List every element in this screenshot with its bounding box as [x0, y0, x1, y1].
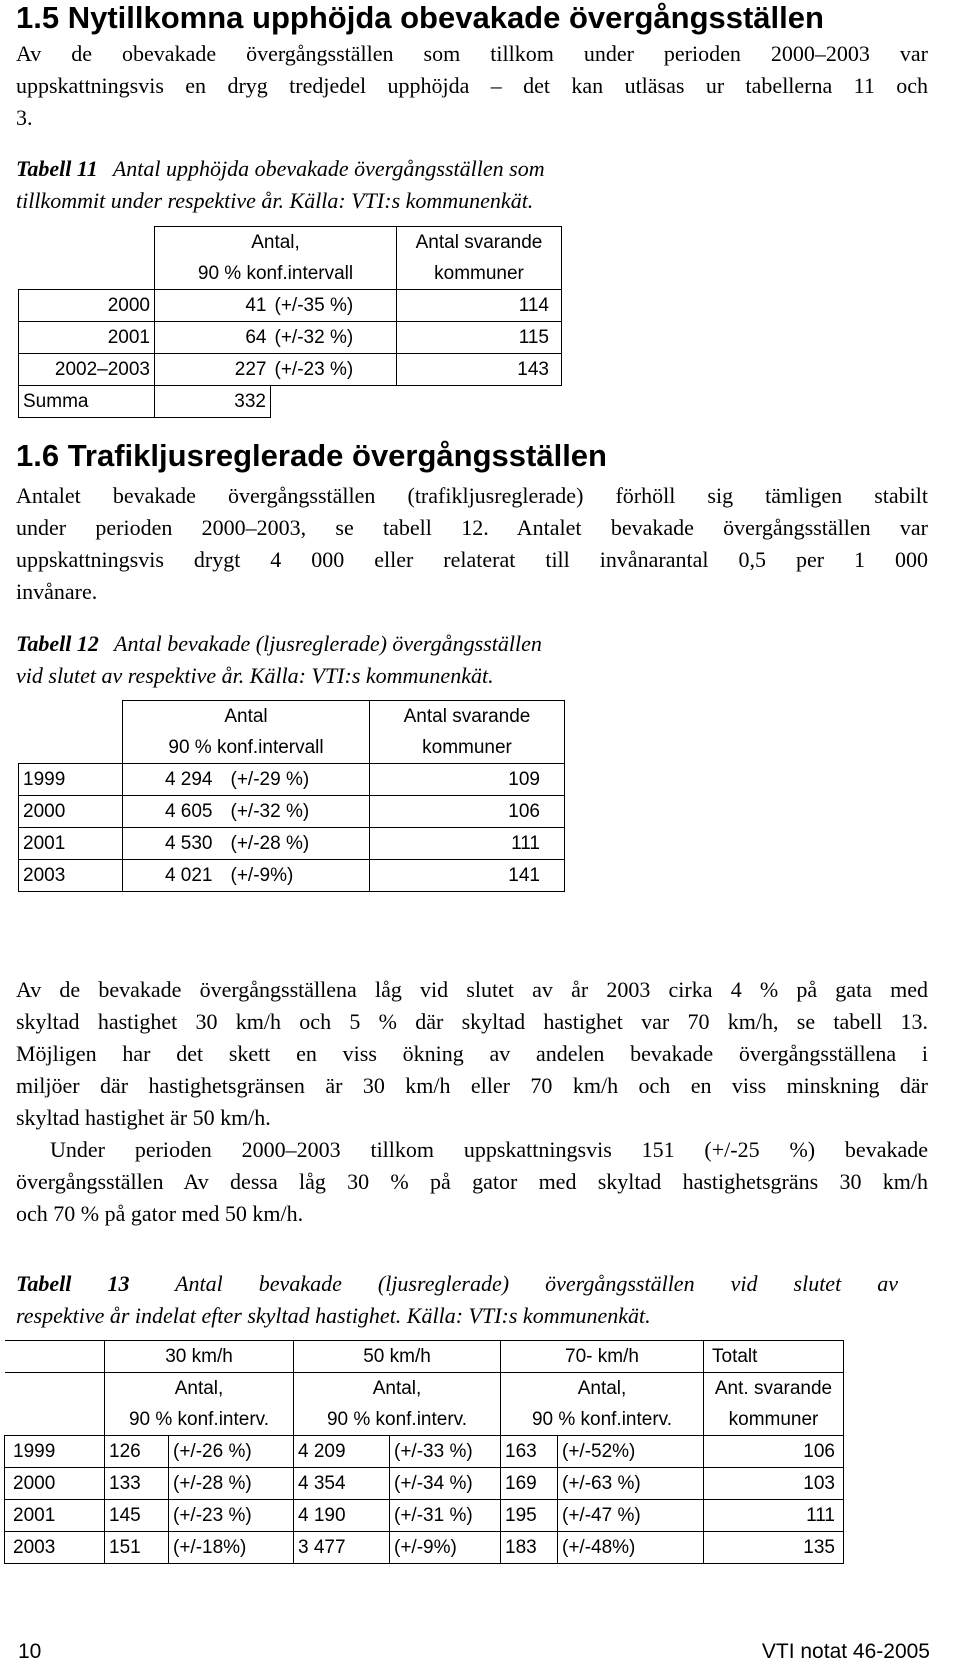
total-cell: 103 — [704, 1468, 844, 1500]
respondents-cell: 106 — [370, 796, 565, 828]
caption-label: Tabell 13 — [16, 1271, 130, 1296]
table-13 — [4, 1340, 844, 1564]
table-header-respondents: kommuner — [370, 732, 565, 764]
table-11 — [18, 226, 562, 418]
ci-70-cell: (+/-52%) — [558, 1436, 704, 1468]
caption-text: Antal bevakade (ljusreglerade) övergångsställen — [114, 631, 542, 656]
confidence-cell: (+/-28 %) — [217, 828, 370, 860]
speed-group-30: 30 km/h — [105, 1341, 294, 1373]
table-header-row — [19, 258, 562, 290]
table-header-count: 90 % konf.intervall — [155, 258, 397, 290]
table-row — [19, 860, 565, 892]
table-group-header-row — [5, 1341, 844, 1373]
count-30-cell: 126 — [105, 1436, 169, 1468]
page-number: 10 — [18, 1640, 42, 1663]
table-13-caption — [16, 1268, 898, 1332]
table-header-row — [19, 732, 565, 764]
speed-group-70: 70- km/h — [501, 1341, 704, 1373]
paragraph-line: övergångsställen Av dessa låg 30 % på gator med skyltad hastighetsgräns 30 km/h — [16, 1169, 928, 1194]
table-12-caption — [16, 628, 542, 692]
ci-30-cell: (+/-23 %) — [169, 1500, 294, 1532]
confidence-cell: (+/-35 %) — [271, 290, 397, 322]
ci-50-cell: (+/-31 %) — [390, 1500, 501, 1532]
table-header-respondents: kommuner — [397, 258, 562, 290]
count-cell: 4 605 — [164, 800, 213, 822]
paragraph-line: Möjligen har det skett en viss ökning av andelen bevakade övergångsställena i — [16, 1041, 928, 1066]
table-header-row — [5, 1373, 844, 1405]
ci-70-cell: (+/-47 %) — [558, 1500, 704, 1532]
year-cell: 2000 — [19, 796, 123, 828]
count-30-cell: 151 — [105, 1532, 169, 1564]
paragraph-line: uppskattningsvis drygt 4 000 eller relaterat till invånarantal 0,5 per 1 000 — [16, 547, 928, 572]
respondents-cell: 143 — [397, 354, 562, 386]
paragraph-line: skyltad hastighet 30 km/h och 5 % där skyltad hastighet var 70 km/h, se tabell 13. — [16, 1009, 928, 1034]
year-cell: 1999 — [19, 764, 123, 796]
count-70-cell: 169 — [501, 1468, 558, 1500]
confidence-cell: (+/-23 %) — [271, 354, 397, 386]
table-header-row — [5, 1404, 844, 1436]
caption-text: Antal bevakade (ljusreglerade) övergångsställen vid slutet av — [175, 1271, 898, 1296]
paragraph-line: Antalet bevakade övergångsställen (trafikljusreglerade) förhöll sig tämligen stabilt — [16, 483, 928, 508]
ci-70-cell: (+/-63 %) — [558, 1468, 704, 1500]
confidence-cell: (+/-29 %) — [217, 764, 370, 796]
table-row — [19, 322, 562, 354]
section-1-5-paragraph — [16, 38, 928, 134]
count-50-cell: 4 209 — [294, 1436, 390, 1468]
total-cell: 135 — [704, 1532, 844, 1564]
confidence-cell: (+/-32 %) — [217, 796, 370, 828]
paragraph-line: Av de bevakade övergångsställena låg vid slutet av år 2003 cirka 4 % på gata med — [16, 977, 928, 1002]
table-row — [19, 354, 562, 386]
year-cell: 1999 — [5, 1436, 105, 1468]
count-70-cell: 183 — [501, 1532, 558, 1564]
count-cell: 64 — [245, 326, 267, 348]
table-header-respondents: Antal svarande — [397, 227, 562, 259]
count-50-cell: 4 354 — [294, 1468, 390, 1500]
respondents-cell: 141 — [370, 860, 565, 892]
paragraph-line: miljöer där hastighetsgränsen är 30 km/h eller 70 km/h och en viss minskning där — [16, 1073, 928, 1098]
year-cell: 2000 — [5, 1468, 105, 1500]
year-cell: 2003 — [19, 860, 123, 892]
count-cell: 4 530 — [164, 832, 213, 854]
table-row — [19, 764, 565, 796]
respondents-cell: 115 — [397, 322, 562, 354]
ci-30-cell: (+/-18%) — [169, 1532, 294, 1564]
caption-text: Antal upphöjda obevakade övergångsställen som — [112, 156, 545, 181]
sub-header-interval: 90 % konf.interv. — [105, 1404, 294, 1436]
table-header-row — [19, 227, 562, 259]
year-cell: 2002–2003 — [19, 354, 155, 386]
count-cell: 4 021 — [164, 864, 213, 886]
table-row — [5, 1500, 844, 1532]
count-50-cell: 4 190 — [294, 1500, 390, 1532]
count-cell: 227 — [234, 358, 267, 380]
table-sum-row — [19, 386, 562, 418]
caption-label: Tabell 12 — [16, 631, 99, 656]
year-cell: 2000 — [19, 290, 155, 322]
table-row — [19, 796, 565, 828]
count-50-cell: 3 477 — [294, 1532, 390, 1564]
year-cell: 2003 — [5, 1532, 105, 1564]
section-1-6-paragraph — [16, 480, 928, 608]
ci-50-cell: (+/-34 %) — [390, 1468, 501, 1500]
table-header-respondents: Antal svarande — [370, 701, 565, 733]
year-cell: 2001 — [5, 1500, 105, 1532]
caption-text: tillkommit under respektive år. Källa: VTI:s kommunenkät. — [16, 188, 534, 213]
paragraph-line: Av de obevakade övergångsställen som tillkom under perioden 2000–2003 var — [16, 41, 928, 66]
body-paragraph-2 — [16, 1134, 928, 1230]
sub-header-count: Antal, — [105, 1373, 294, 1405]
year-cell: 2001 — [19, 828, 123, 860]
confidence-cell: (+/-9%) — [217, 860, 370, 892]
respondents-cell: 114 — [397, 290, 562, 322]
count-30-cell: 133 — [105, 1468, 169, 1500]
paragraph-line: uppskattningsvis en dryg tredjedel upphöjda – det kan utläsas ur tabellerna 11 och — [16, 73, 928, 98]
count-cell: 4 294 — [164, 768, 213, 790]
caption-label: Tabell 11 — [16, 156, 98, 181]
paragraph-line: skyltad hastighet är 50 km/h. — [16, 1105, 271, 1130]
sub-header-respondents: kommuner — [704, 1404, 844, 1436]
report-reference: VTI notat 46-2005 — [761, 1640, 930, 1663]
table-header-count: Antal — [123, 701, 370, 733]
sub-header-respondents: Ant. svarande — [704, 1373, 844, 1405]
table-header-row — [19, 701, 565, 733]
respondents-cell: 111 — [370, 828, 565, 860]
year-cell: 2001 — [19, 322, 155, 354]
table-11-caption — [16, 153, 545, 217]
ci-50-cell: (+/-33 %) — [390, 1436, 501, 1468]
ci-30-cell: (+/-28 %) — [169, 1468, 294, 1500]
table-row — [19, 828, 565, 860]
body-paragraph-1 — [16, 974, 928, 1134]
ci-30-cell: (+/-26 %) — [169, 1436, 294, 1468]
paragraph-line: invånare. — [16, 579, 98, 604]
table-row — [19, 290, 562, 322]
caption-text: vid slutet av respektive år. Källa: VTI:s kommunenkät. — [16, 663, 494, 688]
count-cell: 41 — [245, 294, 267, 316]
total-group: Totalt — [704, 1341, 844, 1373]
sub-header-count: Antal, — [294, 1373, 501, 1405]
sub-header-interval: 90 % konf.interv. — [294, 1404, 501, 1436]
ci-50-cell: (+/-9%) — [390, 1532, 501, 1564]
respondents-cell: 109 — [370, 764, 565, 796]
total-cell: 111 — [704, 1500, 844, 1532]
count-30-cell: 145 — [105, 1500, 169, 1532]
confidence-cell: (+/-32 %) — [271, 322, 397, 354]
paragraph-line: under perioden 2000–2003, se tabell 12. Antalet bevakade övergångsställen var — [16, 515, 928, 540]
table-header-count: 90 % konf.intervall — [123, 732, 370, 764]
sum-label: Summa — [19, 386, 155, 418]
table-row — [5, 1436, 844, 1468]
section-heading-1-5: 1.5 Nytillkomna upphöjda obevakade övergångsställen — [16, 0, 824, 35]
table-12 — [18, 700, 565, 892]
paragraph-line: 3. — [16, 105, 33, 130]
sub-header-interval: 90 % konf.interv. — [501, 1404, 704, 1436]
caption-text: respektive år indelat efter skyltad hastighet. Källa: VTI:s kommunenkät. — [16, 1303, 651, 1328]
table-header-count: Antal, — [155, 227, 397, 259]
paragraph-line: Under perioden 2000–2003 tillkom uppskattningsvis 151 (+/-25 %) bevakade — [50, 1137, 928, 1162]
count-70-cell: 163 — [501, 1436, 558, 1468]
ci-70-cell: (+/-48%) — [558, 1532, 704, 1564]
sum-value: 332 — [155, 386, 271, 418]
table-row — [5, 1468, 844, 1500]
table-row — [5, 1532, 844, 1564]
paragraph-line: och 70 % på gator med 50 km/h. — [16, 1201, 304, 1226]
count-70-cell: 195 — [501, 1500, 558, 1532]
speed-group-50: 50 km/h — [294, 1341, 501, 1373]
section-heading-1-6: 1.6 Trafikljusreglerade övergångsställen — [16, 438, 607, 473]
total-cell: 106 — [704, 1436, 844, 1468]
sub-header-count: Antal, — [501, 1373, 704, 1405]
